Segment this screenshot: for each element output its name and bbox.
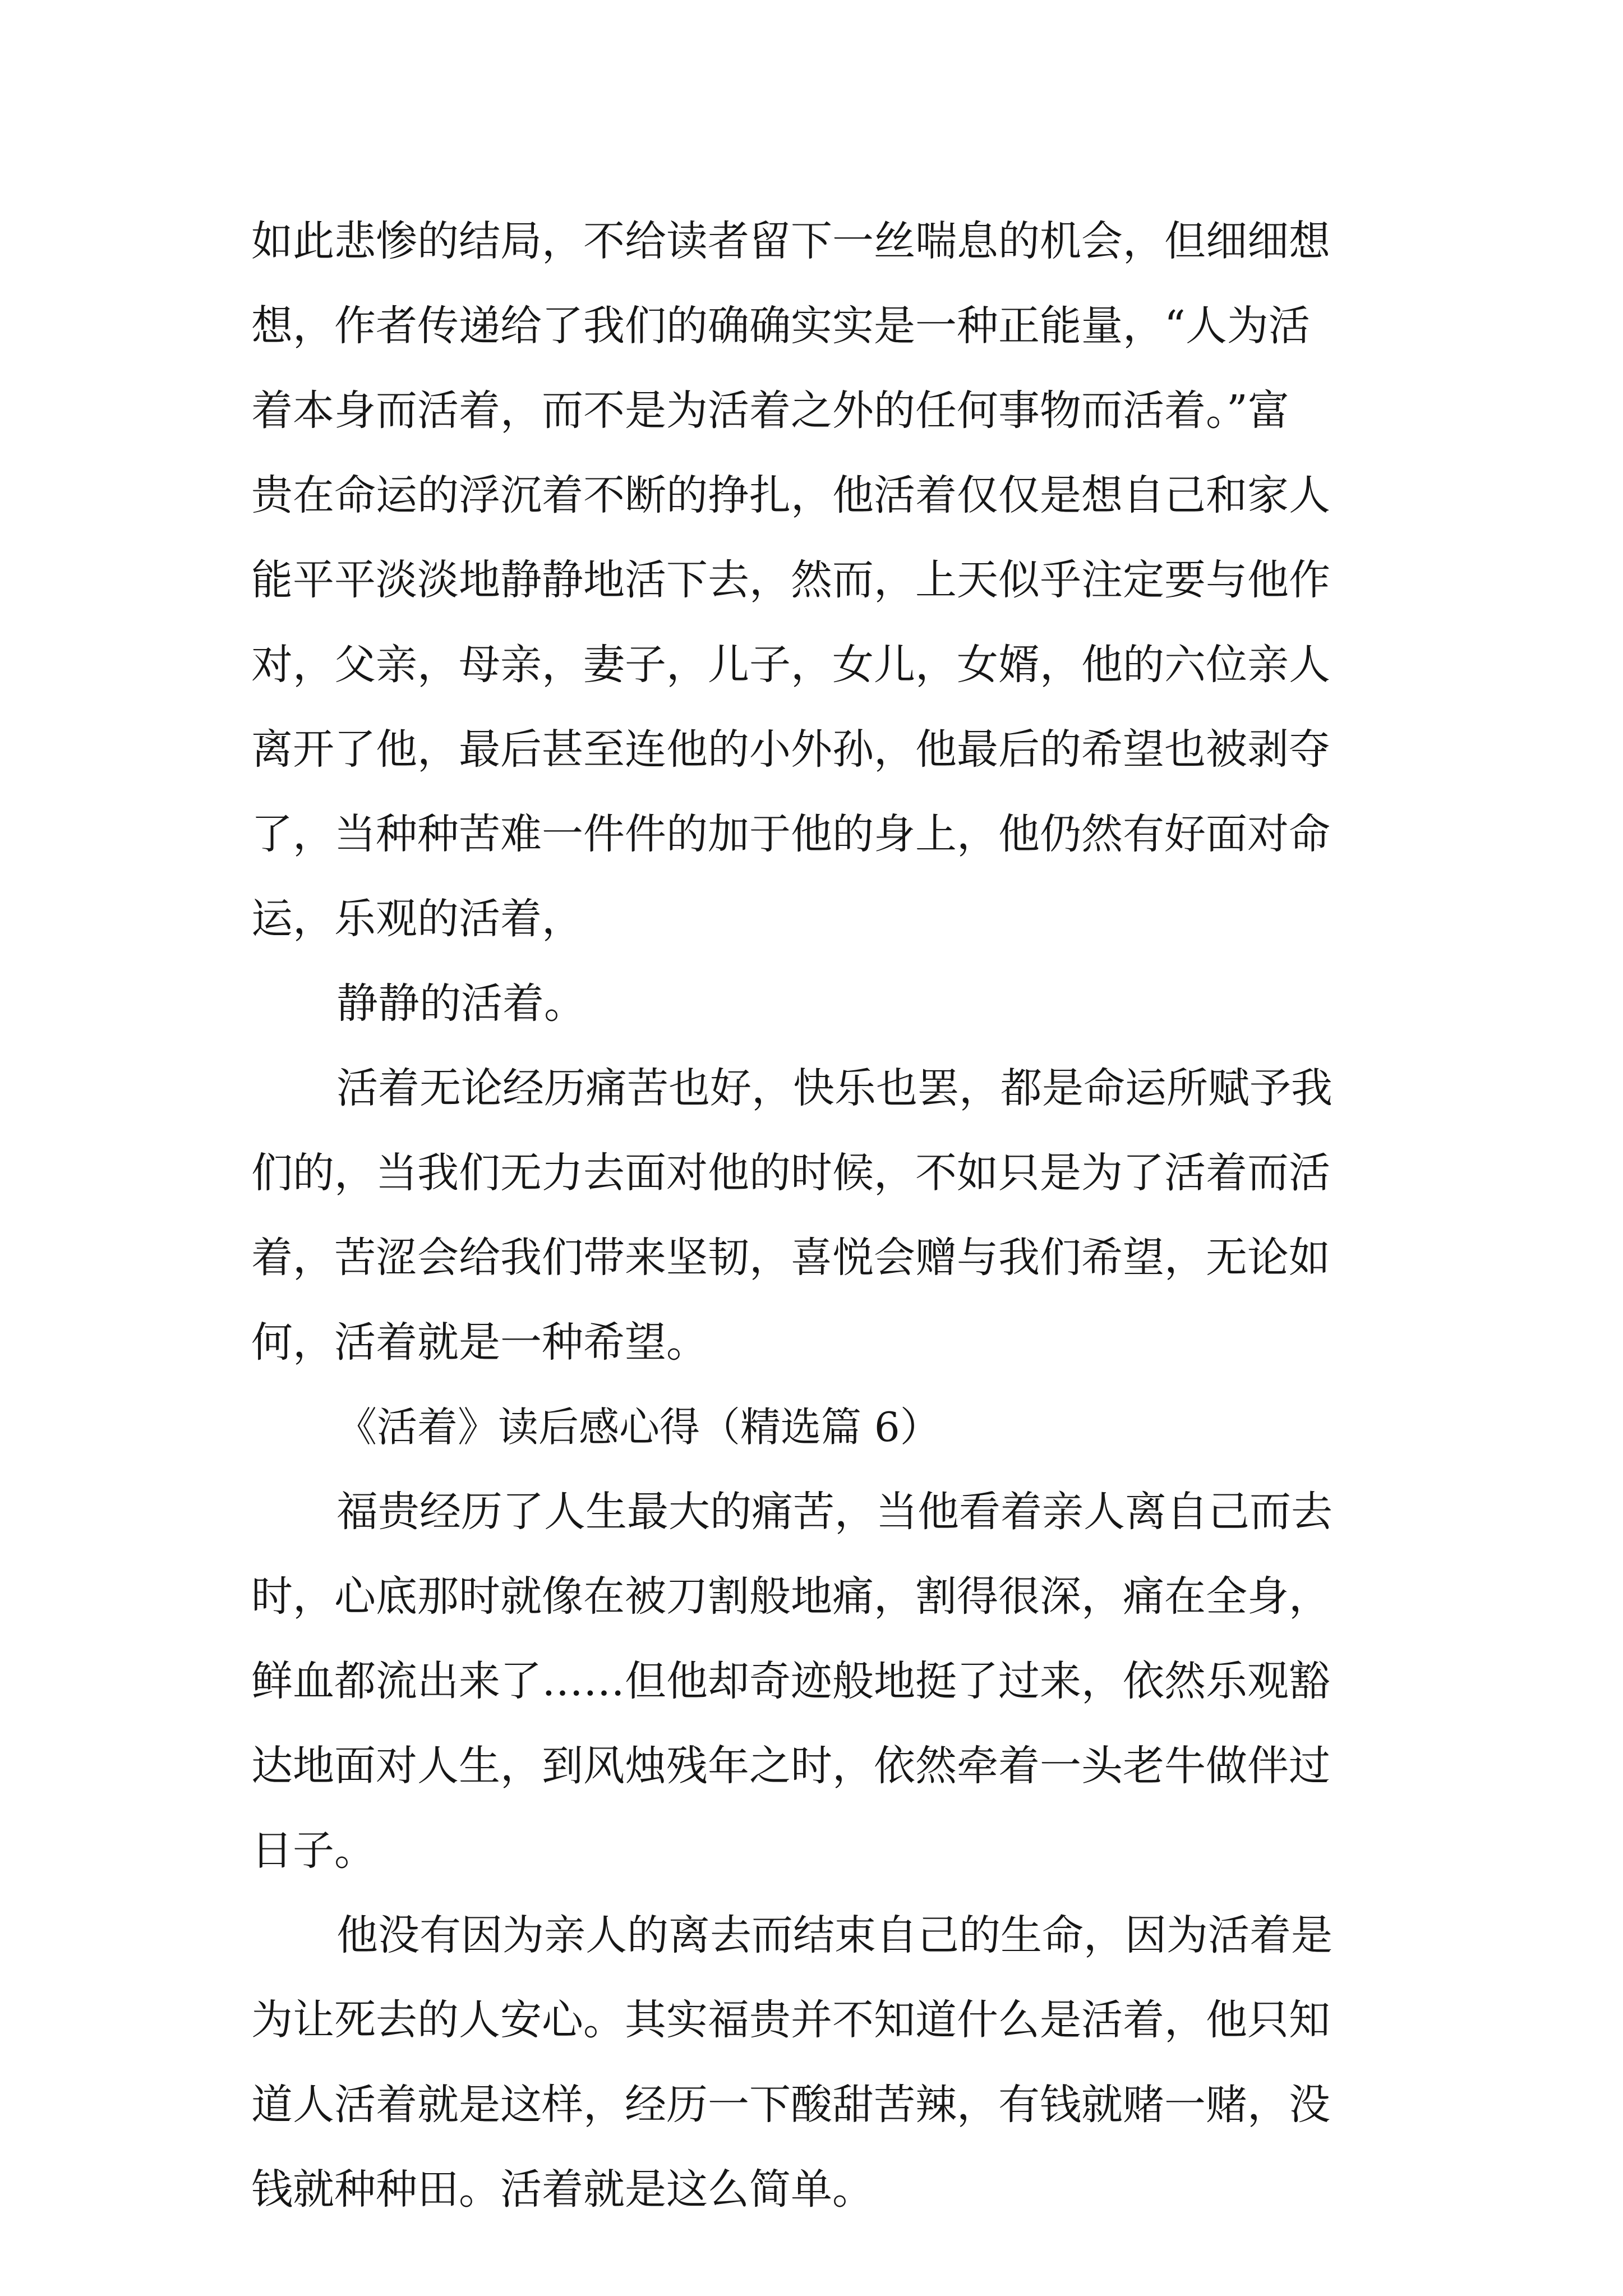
text-line: 了，当种种苦难一件件的加于他的身上，他仍然有好面对命 [251, 810, 1330, 858]
text-line: 贵在命运的浮沉着不断的挣扎，他活着仅仅是想自己和家人 [251, 471, 1330, 519]
text-line: 如此悲惨的结局，不给读者留下一丝喘息的机会，但细细想 [251, 217, 1330, 265]
text-line: 们的，当我们无力去面对他的时候，不如只是为了活着而活 [251, 1149, 1330, 1197]
text-line: 想，作者传递给了我们的确确实实是一种正能量，“人为活 [251, 302, 1310, 350]
text-line: 鲜血都流出来了……但他却奇迹般地挺了过来，依然乐观豁 [251, 1657, 1330, 1705]
text-line: 道人活着就是这样，经历一下酸甜苦辣，有钱就赌一赌，没 [251, 2081, 1330, 2129]
text-line: 钱就种种田。活着就是这么简单。 [251, 2165, 874, 2214]
text-line: 离开了他，最后甚至连他的小外孙，他最后的希望也被剥夺 [251, 725, 1330, 774]
text-line: 静静的活着。 [336, 979, 585, 1028]
text-line: 能平平淡淡地静静地活下去，然而，上天似乎注定要与他作 [251, 556, 1330, 604]
text-line: 日子。 [251, 1826, 376, 1875]
text-line: 对，父亲，母亲，妻子，儿子，女儿，女婿，他的六位亲人 [251, 641, 1330, 689]
text-line: 着本身而活着，而不是为活着之外的任何事物而活着。”富 [251, 386, 1289, 435]
text-line: 活着无论经历痛苦也好，快乐也罢，都是命运所赋予我 [336, 1064, 1332, 1112]
text-line: 为让死去的人安心。其实福贵并不知道什么是活着，他只知 [251, 1996, 1330, 2044]
text-line: 运，乐观的活着， [251, 895, 583, 943]
text-line: 福贵经历了人生最大的痛苦，当他看着亲人离自己而去 [336, 1488, 1332, 1536]
text-line: 时，心底那时就像在被刀割般地痛，割得很深，痛在全身， [251, 1572, 1330, 1621]
text-line: 他没有因为亲人的离去而结束自己的生命，因为活着是 [336, 1911, 1332, 1959]
text-line: 何，活着就是一种希望。 [251, 1318, 708, 1366]
text-line: 着，苦涩会给我们带来坚韧，喜悦会赠与我们希望，无论如 [251, 1234, 1330, 1282]
section-heading: 《活着》读后感心得（精选篇 6） [336, 1404, 940, 1451]
text-line: 达地面对人生，到风烛残年之时，依然牵着一头老牛做伴过 [251, 1742, 1330, 1790]
